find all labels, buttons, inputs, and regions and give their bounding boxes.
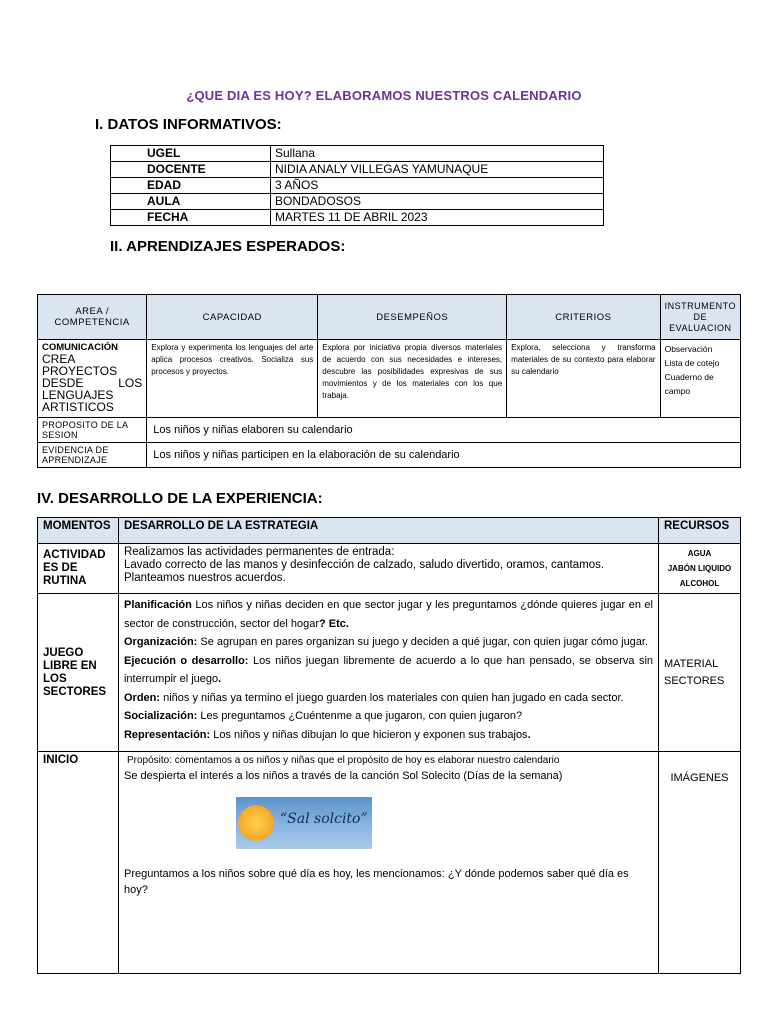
datos-key: EDAD	[111, 178, 271, 194]
section-aprendizajes-heading: II. APRENDIZAJES ESPERADOS:	[110, 238, 346, 255]
datos-value: NIDIA ANALY VILLEGAS YAMUNAQUE	[271, 162, 604, 178]
table-row	[38, 443, 741, 468]
datos-key: AULA	[111, 194, 271, 210]
sol-solecito-image	[236, 797, 372, 849]
juego-item: Planificación Los niños y niñas deciden en que sector jugar y les preguntamos ¿dónde quieres jugar en el sector de construcción, sector del hogar? Etc.	[123, 599, 653, 630]
datos-key: UGEL	[111, 146, 271, 162]
area-name: COMUNICACIÓN	[42, 342, 118, 353]
recurso-item: AGUA	[687, 549, 712, 558]
header-instrumento: INSTRUMENTO DE EVALUACION	[660, 295, 740, 340]
datos-value: 3 AÑOS	[271, 178, 604, 194]
header-area: AREA / COMPETENCIA	[38, 295, 147, 340]
proposito-label: PROPOSITO DE LA SESION	[38, 418, 147, 443]
rutina-cell	[118, 544, 658, 594]
desarrollo-table	[37, 517, 741, 974]
inicio-proposito: Propósito: comentamos a os niños y niñas que el propósito de hoy es elaborar nuestro calendario	[126, 755, 560, 766]
juego-item: Organización: Se agrupan en pares organizan su juego y deciden a qué jugar, con quien jugar cómo jugar.	[123, 636, 649, 648]
criterios-cell: Explora, selecciona y transforma materiales de su contexto para elaborar su calendario	[507, 340, 660, 418]
capacidad-cell: Explora y experimenta los lenguajes del arte aplica procesos creativos. Socializa sus procesos y proyectos.	[147, 340, 318, 418]
inicio-recursos: IMÁGENES	[659, 752, 741, 974]
table-row	[38, 594, 741, 752]
momento-rutina: ACTIVIDAD ES DE RUTINA	[38, 544, 119, 594]
datos-value: MARTES 11 DE ABRIL 2023	[271, 210, 604, 226]
momento-juego: JUEGO LIBRE EN LOS SECTORES	[38, 594, 119, 752]
rutina-line: Realizamos las actividades permanentes de entrada:	[123, 546, 395, 558]
datos-value: Sullana	[271, 146, 604, 162]
table-row	[111, 178, 604, 194]
header-capacidad: CAPACIDAD	[147, 295, 318, 340]
recurso-item: MATERIAL	[664, 657, 719, 670]
competencia-name: CREA PROYECTOS DESDE LOS LENGUAJES ARTISTICOS	[42, 352, 143, 414]
sun-icon	[238, 805, 274, 841]
momento-inicio: INICIO	[38, 752, 119, 974]
table-header-row	[38, 295, 741, 340]
aprendizajes-table	[37, 294, 741, 468]
inicio-cell	[118, 752, 658, 974]
table-row	[38, 752, 741, 974]
table-row	[111, 210, 604, 226]
table-row	[38, 418, 741, 443]
document-title: ¿QUE DIA ES HOY? ELABORAMOS NUESTROS CALENDARIO	[186, 88, 582, 103]
header-criterios: CRITERIOS	[507, 295, 660, 340]
table-row	[111, 146, 604, 162]
proposito-value: Los niños y niñas elaboren su calendario	[147, 418, 741, 443]
image-caption: “Sal solcito”	[279, 811, 368, 827]
header-momentos: MOMENTOS	[38, 518, 119, 544]
header-estrategia: DESARROLLO DE LA ESTRATEGIA	[118, 518, 658, 544]
inicio-line: Se despierta el interés a los niños a través de la canción Sol Solecito (Días de la semana)	[123, 770, 563, 782]
evidencia-label: EVIDENCIA DE APRENDIZAJE	[38, 443, 147, 468]
table-row	[38, 340, 741, 418]
table-row	[38, 544, 741, 594]
juego-item: Orden: niños y niñas ya termino el juego guarden los materiales con quien han jugado en cada sector.	[123, 691, 624, 704]
recurso-item: JABÓN LIQUIDO	[667, 564, 732, 573]
rutina-recursos	[659, 544, 741, 594]
rutina-line: Lavado correcto de las manos y desinfección de calzado, saludo divertido, oramos, cantamos.	[123, 559, 605, 571]
juego-item: Ejecución o desarrollo: Los niños juegan libremente de acuerdo a lo que han pensado, se observa sin interrumpir el juego.	[123, 654, 654, 685]
juego-recursos	[659, 594, 741, 752]
juego-cell	[118, 594, 658, 752]
instrumento-item: Observación	[664, 344, 713, 354]
header-desempenos: DESEMPEÑOS	[318, 295, 507, 340]
instrumento-item: Lista de cotejo	[664, 358, 720, 368]
juego-item: Socialización: Les preguntamos ¿Cuéntenme a que jugaron, con quien jugaron?	[123, 710, 523, 722]
datos-key: DOCENTE	[111, 162, 271, 178]
table-row	[111, 162, 604, 178]
section-datos-heading: I. DATOS INFORMATIVOS:	[95, 116, 282, 133]
header-recursos: RECURSOS	[659, 518, 741, 544]
datos-key: FECHA	[111, 210, 271, 226]
table-row	[111, 194, 604, 210]
area-competencia-cell	[38, 340, 147, 418]
datos-table	[110, 145, 604, 226]
section-desarrollo-heading: IV. DESARROLLO DE LA EXPERIENCIA:	[37, 490, 323, 507]
evidencia-value: Los niños y niñas participen en la elaboración de su calendario	[147, 443, 741, 468]
inicio-line: Preguntamos a los niños sobre qué día es hoy, les mencionamos: ¿Y dónde podemos saber qué día es hoy?	[123, 868, 629, 896]
instrumentos-cell	[660, 340, 740, 418]
juego-item: Representación: Los niños y niñas dibujan lo que hicieron y exponen sus trabajos.	[123, 728, 531, 741]
instrumento-item: Cuaderno de campo	[664, 372, 714, 396]
table-header-row	[38, 518, 741, 544]
recurso-item: ALCOHOL	[679, 579, 720, 588]
rutina-line: Planteamos nuestros acuerdos.	[123, 572, 286, 584]
recurso-item: SECTORES	[664, 674, 725, 687]
datos-value: BONDADOSOS	[271, 194, 604, 210]
desempenos-cell: Explora por iniciativa propia diversos materiales de acuerdo con sus necesidades e intereses, descubre las posibilidades expresivas de sus movimientos y de los materiales con los que trabaja.	[318, 340, 507, 418]
